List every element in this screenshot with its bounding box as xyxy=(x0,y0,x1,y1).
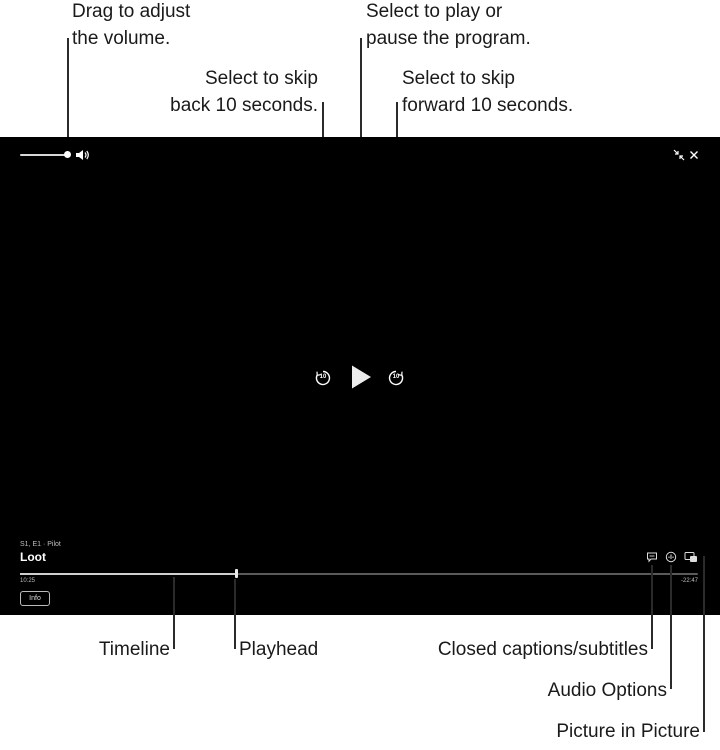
leader-pip xyxy=(703,556,705,732)
close-icon[interactable] xyxy=(689,150,699,160)
leader-captions xyxy=(651,565,653,649)
skip-back-button[interactable] xyxy=(314,369,332,387)
skip-forward-label: 10 xyxy=(392,374,400,380)
leader-audio xyxy=(670,565,672,689)
volume-knob[interactable] xyxy=(64,151,71,158)
callout-captions: Closed captions/subtitles xyxy=(437,639,648,660)
play-icon[interactable] xyxy=(349,364,373,390)
callout-playhead: Playhead xyxy=(239,639,319,660)
shrink-icon[interactable] xyxy=(673,149,685,161)
volume-slider[interactable] xyxy=(20,154,68,156)
audio-options-icon[interactable] xyxy=(665,551,677,563)
episode-label: S1, E1 · Pilot xyxy=(20,541,61,548)
leader-volume xyxy=(67,38,69,150)
callout-play-pause: Select to play or pause the program. xyxy=(366,1,531,49)
leader-timeline xyxy=(173,577,175,649)
callout-skip-forward: Select to skip forward 10 seconds. xyxy=(402,68,574,116)
picture-in-picture-icon[interactable] xyxy=(684,551,698,563)
skip-forward-button[interactable] xyxy=(387,369,405,387)
info-button[interactable]: Info xyxy=(20,591,50,606)
callout-timeline: Timeline xyxy=(98,639,170,660)
timeline[interactable] xyxy=(20,573,698,575)
skip-back-label: 10 xyxy=(319,374,327,380)
callout-pip: Picture in Picture xyxy=(556,721,700,742)
callout-volume: Drag to adjust the volume. xyxy=(72,1,191,49)
leader-playhead xyxy=(234,579,236,649)
callout-skip-back: Select to skip back 10 seconds. xyxy=(170,68,318,116)
elapsed-time: 10:25 xyxy=(20,578,36,584)
timeline-progress xyxy=(20,573,237,575)
remaining-time: -22:47 xyxy=(680,578,698,584)
captions-icon[interactable] xyxy=(646,551,658,563)
playhead[interactable] xyxy=(235,569,238,578)
callout-audio: Audio Options xyxy=(547,680,667,701)
program-title: Loot xyxy=(20,550,46,564)
speaker-icon[interactable] xyxy=(75,149,90,161)
